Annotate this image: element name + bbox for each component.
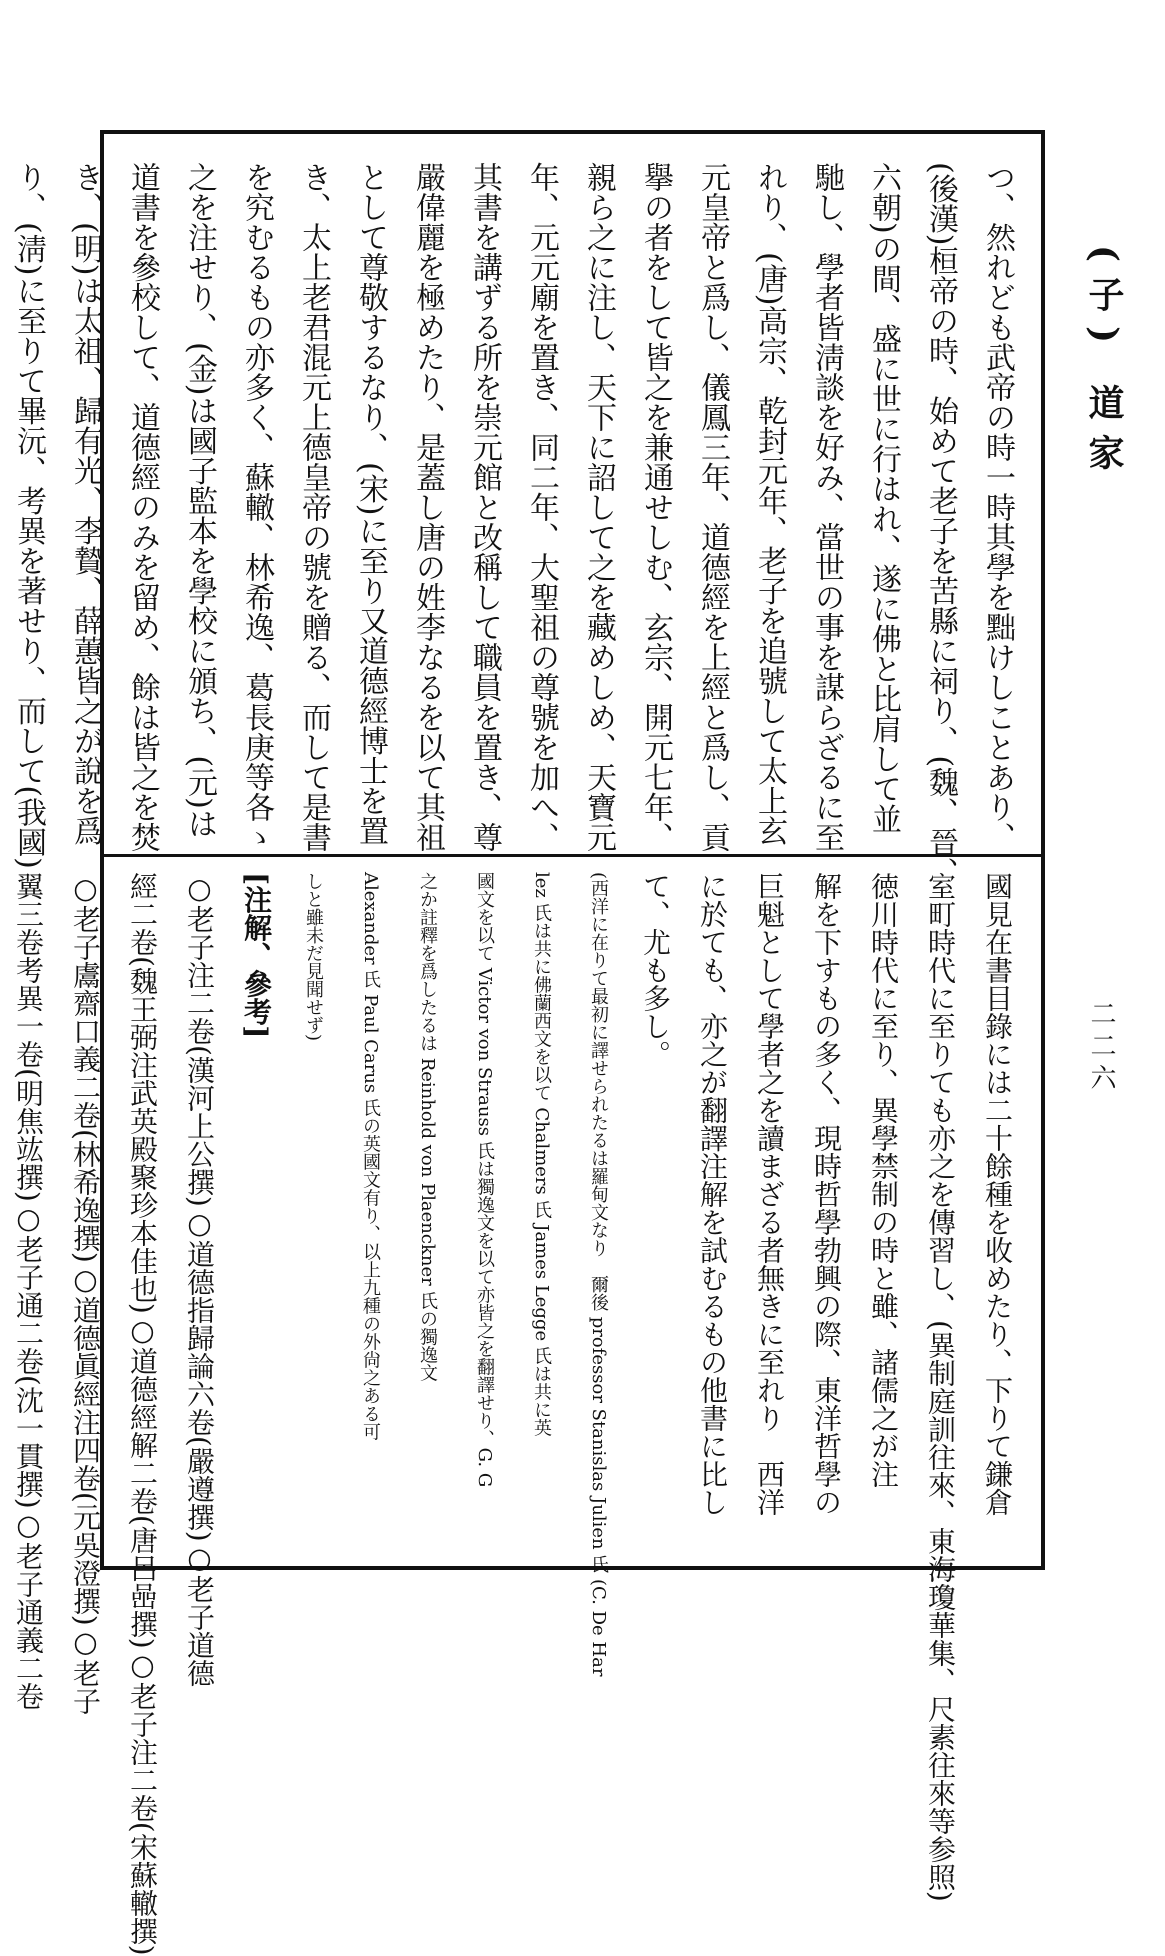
text-line: 馳し、學者皆淸談を好み、當世の事を謀らざるに至 [809, 162, 844, 852]
notes-heading: [注解、參考] [240, 872, 273, 1039]
section-divider [104, 854, 1041, 857]
text-line: 年、元元廟を置き、同二年、大聖祖の尊號を加へ、 [524, 162, 559, 852]
bibliography-line: ○老子注二卷(漢河上公撰)○道德指歸論六卷(嚴遵撰)○老子道德 [183, 872, 216, 1687]
note-line: 國文を以て Victor von Strauss 氏は獨逸文を以て亦皆之を翻譯せり、G. G [474, 872, 495, 1488]
text-line: 國見在書目錄には二十餘種を收めたり、下りて鎌倉 [981, 872, 1014, 1516]
bibliography-line: ○老子鬳齋口義二卷(林希逸撰)○道德眞經注四卷(元吳澄撰)○老子 [69, 872, 102, 1715]
text-line: (後漢)桓帝の時、始めて老子を苦縣に祠り、(魏、晉、 [923, 162, 958, 888]
text-line: として尊敬するなり、(宋)に至り又道德經博士を置 [353, 162, 388, 846]
note-line: lez 氏は共に佛蘭西文を以て Chalmers 氏 James Legge 氏は共に英 [531, 872, 552, 1437]
text-line: 親ら之に注し、天下に詔して之を藏めしめ、天寶元 [581, 162, 616, 852]
bibliography-line: 翼三卷考異一卷(明焦竑撰)○老子通二卷(沈一貫撰)○老子通義二卷 [12, 872, 45, 1710]
text-line: 嚴偉麗を極めたり、是蓋し唐の姓李なるを以て其祖 [410, 162, 445, 852]
running-header [1052, 245, 1125, 484]
text-line: き、(明)は太祖、歸有光、李贄、薛蕙皆之が說を爲 [68, 162, 103, 846]
text-line: 擧の者をして皆之を兼通せしむ、玄宗、開元七年、 [638, 162, 673, 852]
text-line: 之を注せり、(金)は國子監本を學校に頒ち、(元)は [182, 162, 217, 839]
main-text [11, 162, 1026, 888]
text-line: り、(淸)に至りて畢沅、考異を著せり、而して(我國) [11, 162, 46, 869]
text-line: に於ても、亦之が翻譯注解を試むるもの他書に比し [696, 872, 729, 1516]
text-line: 道書を參校して、道德經のみを留め、餘は皆之を焚 [125, 162, 160, 852]
text-line: 解を下すもの多く、現時哲學勃興の際、東洋哲學の [810, 872, 843, 1516]
text-line: 元皇帝と爲し、儀鳳三年、道德經を上經と爲し、貢 [695, 162, 730, 852]
text-line: れり、(唐)高宗、乾封元年、老子を追號して太上玄 [752, 162, 787, 846]
text-line: て、尤も多し。 [639, 872, 672, 1068]
text-line: き、太上老君混元上德皇帝の號を贈る、而して是書 [296, 162, 331, 852]
text-line: 六朝)の間、盛に世に行はれ、遂に佛と比肩して並 [866, 162, 901, 834]
note-line: (西洋に在りて最初に譯せられたるは羅甸文なり 爾後 professor Stanislas Julien 氏 (C. De Har [588, 872, 609, 1677]
header-section: (子) [1083, 245, 1125, 358]
text-line: つ、然れども武帝の時一時其學を黜けしことあり、 [980, 162, 1015, 852]
text-line: 徳川時代に至り、異學禁制の時と雖、諸儒之が注 [867, 872, 900, 1488]
note-line: 之か註釋を爲したるは Reinhold von Plaenckner 氏の獨逸文 [417, 872, 438, 1382]
header-title: 道家 [1083, 383, 1125, 484]
page-number: 二二六 [1086, 1000, 1116, 1096]
text-line: 室町時代に至りても亦之を傳習し、(異制庭訓往來、東海瓊華集、尺素往來等参照) [924, 872, 957, 1902]
bibliography-line: 經二卷(魏王弼注武英殿聚珍本佳也)○道德經解二卷(唐呂喦撰)○老子注二卷(宋蘇轍撰) [126, 872, 159, 1956]
text-line: 巨魁として學者之を讀まざる者無きに至れり 西洋 [753, 872, 786, 1516]
text-frame [11, 130, 1045, 1956]
note-line: Alexander 氏 Paul Carus 氏の英國文有り、以上九種の外尙之ある可 [360, 872, 381, 1441]
note-line: しと雖未だ見聞せず) [303, 872, 324, 1042]
text-line: 其書を講ずる所を崇元館と改稱して職員を置き、尊 [467, 162, 502, 852]
lower-text [12, 872, 1026, 1956]
text-line: を究むるもの亦多く、蘇轍、林希逸、葛長庚等各ゝ [239, 162, 274, 852]
